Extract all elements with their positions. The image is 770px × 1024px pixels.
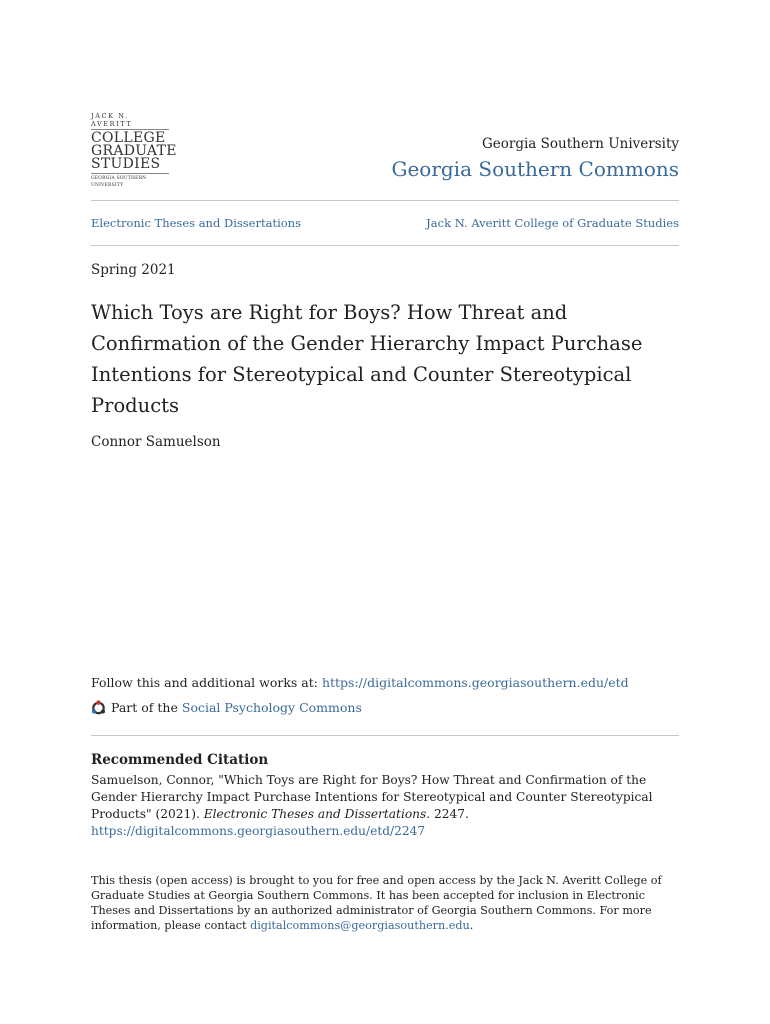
citation-heading: Recommended Citation <box>91 752 269 768</box>
access-text: This thesis (open access) is brought to you for free and open access by the Jack N. Averitt College of Graduate Studies at Georgia Southern Commons. It has been accepted for inclusion in Electronic Theses and Dissertations by an authorized administrator of Georgia Southern Commons. For more information, please contact <box>91 874 662 932</box>
logo-line-4: STUDIES <box>91 156 161 172</box>
part-of-prefix: Part of the <box>111 700 178 715</box>
network-icon <box>91 700 106 715</box>
contact-email-link[interactable]: digitalcommons@georgiasouthern.edu <box>250 919 470 932</box>
follow-text: Follow this and additional works at: <box>91 675 322 690</box>
college-logo <box>91 112 177 189</box>
access-end: . <box>469 919 474 932</box>
publication-date: Spring 2021 <box>91 262 176 278</box>
citation-text: Samuelson, Connor, "Which Toys are Right for Boys? How Threat and Confirmation of the Gender Hierarchy Impact Purchase Intentions for Stereotypical and Counter Stereotypical Products" (2021). <box>91 773 653 821</box>
author-name: Connor Samuelson <box>91 434 221 450</box>
series-link-etd[interactable]: Electronic Theses and Dissertations <box>91 216 301 230</box>
logo-line-3: GRADUATE <box>91 143 177 159</box>
document-title: Which Toys are Right for Boys? How Threat and Confirmation of the Gender Hierarchy Impact Purchase Intentions for Stereotypical and Counter Stereotypical Products <box>91 301 643 417</box>
citation-url-link[interactable]: https://digitalcommons.georgiasouthern.edu/etd/2247 <box>91 824 426 838</box>
citation-body <box>91 772 686 840</box>
citation-journal: Electronic Theses and Dissertations <box>203 807 427 821</box>
discipline-link[interactable]: Social Psychology Commons <box>181 700 362 715</box>
logo-line-2: COLLEGE <box>91 130 166 146</box>
access-statement <box>91 873 686 933</box>
logo-line-1: JACK N. AVERITT <box>91 112 133 128</box>
follow-line <box>91 675 629 690</box>
series-link-college[interactable]: Jack N. Averitt College of Graduate Studies <box>426 216 679 230</box>
divider <box>91 200 679 201</box>
divider <box>91 245 679 246</box>
divider <box>91 735 679 736</box>
logo-line-5: GEORGIA SOUTHERN UNIVERSITY <box>91 176 147 188</box>
follow-url-link[interactable]: https://digitalcommons.georgiasouthern.edu/etd <box>321 675 629 690</box>
university-name: Georgia Southern University <box>481 136 679 152</box>
citation-number: . 2247. <box>426 807 469 821</box>
repository-link[interactable]: Georgia Southern Commons <box>391 157 679 181</box>
part-of-line <box>91 700 362 715</box>
